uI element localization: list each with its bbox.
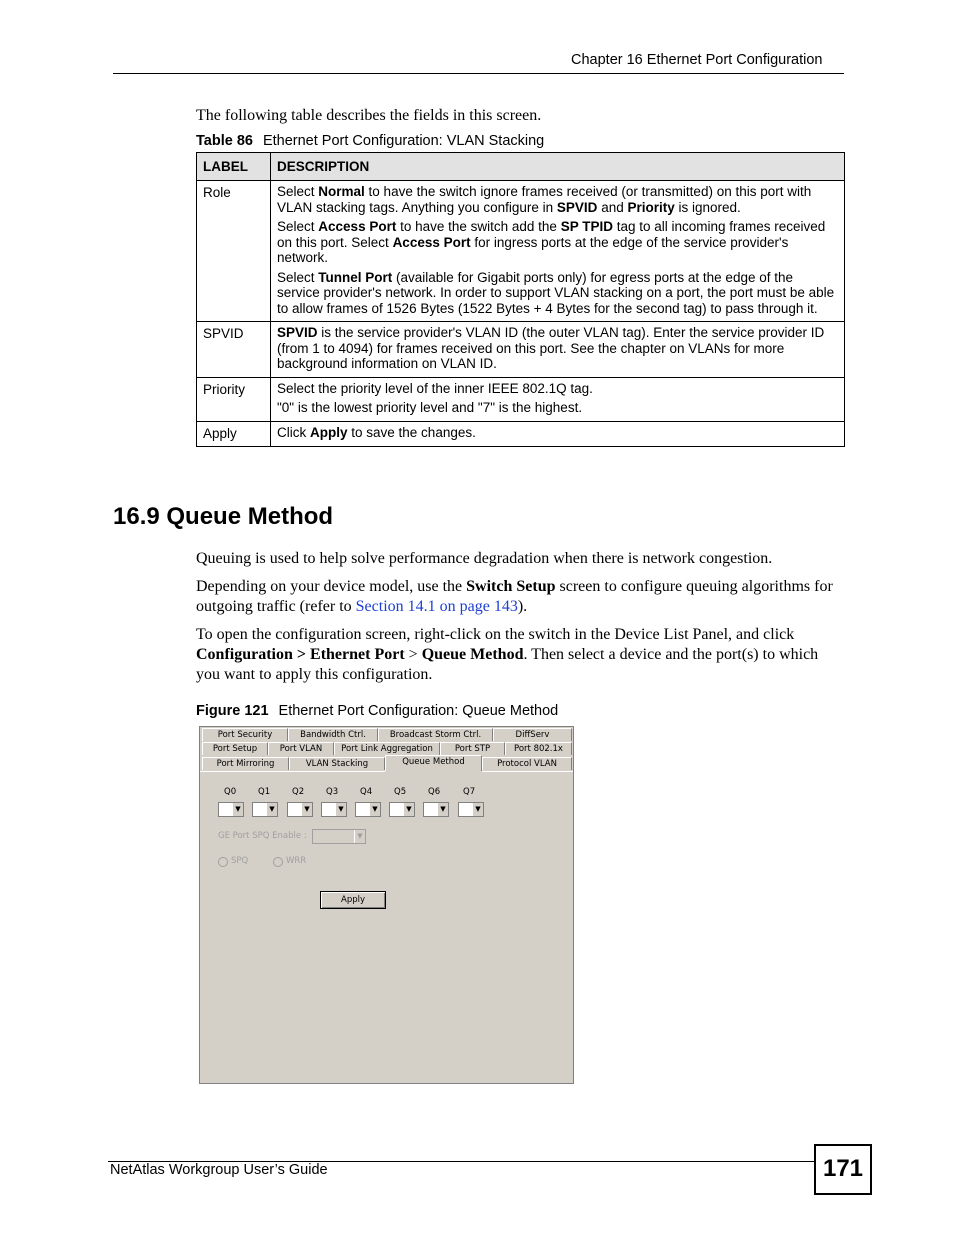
- chevron-down-icon: ▼: [437, 803, 448, 816]
- q2-select[interactable]: [287, 802, 313, 817]
- tab-protocol-vlan[interactable]: Protocol VLAN: [482, 757, 572, 770]
- figure-caption: [196, 703, 558, 719]
- intro-text: The following table describes the fields in this screen.: [196, 107, 542, 124]
- tab-port-link-aggregation[interactable]: Port Link Aggregation: [334, 742, 440, 755]
- chevron-down-icon: ▼: [369, 803, 380, 816]
- q6-label: Q6: [428, 787, 441, 797]
- chevron-down-icon: ▼: [472, 803, 483, 816]
- tab-port-mirroring[interactable]: Port Mirroring: [202, 757, 289, 770]
- page-number: 171: [814, 1144, 872, 1195]
- spq-radio[interactable]: [218, 857, 228, 867]
- chevron-down-icon: ▼: [354, 830, 365, 843]
- role-normal-desc: Select Normal to have the switch ignore frames received (or transmitted) on this port with VLAN stacking tags. Anything you configure in SPVID and Priority is ignored.: [277, 184, 812, 215]
- tab-port-vlan[interactable]: Port VLAN: [268, 742, 334, 755]
- header-rule: [113, 73, 844, 74]
- q1-label: Q1: [258, 787, 271, 797]
- table-caption: [196, 133, 544, 149]
- footer-guide-title: NetAtlas Workgroup User’s Guide: [110, 1162, 328, 1178]
- figure-title: Ethernet Port Configuration: Queue Method: [278, 703, 559, 719]
- label-column-header: LABEL: [197, 153, 271, 181]
- table-row: [197, 181, 845, 322]
- description-table: [196, 152, 845, 447]
- q0-select[interactable]: [218, 802, 244, 817]
- q3-label: Q3: [326, 787, 339, 797]
- q6-select[interactable]: [423, 802, 449, 817]
- table-row: [197, 377, 845, 421]
- row-description-role: [271, 181, 845, 322]
- row-description-spvid: SPVID is the service provider's VLAN ID (the outer VLAN tag). Enter the service provider ID (from 1 to 4094) for frames received on this port. See the chapter on VLANs for more background information on VLAN ID.: [271, 322, 845, 378]
- wrr-radio-label: WRR: [286, 856, 307, 866]
- section-paragraph-2: Depending on your device model, use the Switch Setup screen to configure queuing algorithms for outgoing traffic (refer to Section 14.1 on page 143).: [196, 578, 833, 615]
- tab-broadcast-storm-ctrl[interactable]: Broadcast Storm Ctrl.: [378, 728, 493, 741]
- tab-port-security[interactable]: Port Security: [202, 728, 288, 741]
- queue-method-screenshot: [199, 726, 574, 1084]
- tab-baseline-right: [482, 771, 573, 772]
- table-row: [197, 322, 845, 378]
- q4-label: Q4: [360, 787, 373, 797]
- row-label-spvid: SPVID: [197, 322, 271, 378]
- section-heading: 16.9 Queue Method: [113, 503, 334, 530]
- q5-select[interactable]: [389, 802, 415, 817]
- apply-button[interactable]: Apply: [320, 891, 386, 909]
- tab-port-setup[interactable]: Port Setup: [202, 742, 268, 755]
- chevron-down-icon: ▼: [403, 803, 414, 816]
- row-label-role: Role: [197, 181, 271, 322]
- ge-port-spq-label: GE Port SPQ Enable :: [218, 831, 307, 841]
- ge-port-spq-select[interactable]: [312, 829, 366, 844]
- tab-port-8021x[interactable]: Port 802.1x: [505, 742, 572, 755]
- tab-diffserv[interactable]: DiffServ: [493, 728, 572, 741]
- chevron-down-icon: ▼: [335, 803, 346, 816]
- role-tunnel-desc: Select Tunnel Port (available for Gigabit ports only) for egress ports at the edge of the service provider's network. In order to support VLAN stacking on a port, the port must be able to allow frames of 1526 Bytes (1522 Bytes + 4 Bytes for the second tag) to pass through it.: [277, 269, 835, 316]
- wrr-radio[interactable]: [273, 857, 283, 867]
- section-paragraph-3: To open the configuration screen, right-click on the switch in the Device List Panel, and click Configuration > Ethernet Port > Queue Method. Then select a device and the port(s) to which you want to apply this configuration.: [196, 626, 819, 683]
- description-column-header: DESCRIPTION: [271, 153, 845, 181]
- spq-radio-label: SPQ: [231, 856, 249, 866]
- tab-vlan-stacking[interactable]: VLAN Stacking: [289, 757, 385, 770]
- table-title: Ethernet Port Configuration: VLAN Stacking: [262, 133, 545, 149]
- table-header-row: [197, 153, 845, 181]
- tab-bandwidth-ctrl[interactable]: Bandwidth Ctrl.: [288, 728, 378, 741]
- section-paragraph-1: Queuing is used to help solve performance degradation when there is network congestion.: [196, 550, 773, 567]
- q1-select[interactable]: [252, 802, 278, 817]
- row-label-apply: Apply: [197, 421, 271, 447]
- q7-label: Q7: [463, 787, 476, 797]
- table-number: Table 86: [196, 133, 253, 149]
- row-description-priority: Select the priority level of the inner IEEE 802.1Q tag. "0" is the lowest priority level and "7" is the highest.: [271, 377, 845, 421]
- q5-label: Q5: [394, 787, 407, 797]
- figure-number: Figure 121: [196, 703, 269, 719]
- table-row: [197, 421, 845, 447]
- chevron-down-icon: ▼: [301, 803, 312, 816]
- chevron-down-icon: ▼: [266, 803, 277, 816]
- q4-select[interactable]: [355, 802, 381, 817]
- q3-select[interactable]: [321, 802, 347, 817]
- q7-select[interactable]: [458, 802, 484, 817]
- role-access-desc: Select Access Port to have the switch add the SP TPID tag to all incoming frames received on this port. Select Access Port for ingress ports at the edge of the service provider's network.: [277, 219, 826, 265]
- tab-baseline-left: [200, 771, 385, 772]
- section-link[interactable]: Section 14.1 on page 143: [355, 598, 518, 615]
- row-label-priority: Priority: [197, 377, 271, 421]
- tab-port-stp[interactable]: Port STP: [440, 742, 505, 755]
- q0-label: Q0: [224, 787, 237, 797]
- tab-queue-method[interactable]: Queue Method: [385, 755, 482, 771]
- row-description-apply: Click Apply to save the changes.: [271, 421, 845, 447]
- running-header: Chapter 16 Ethernet Port Configuration: [571, 52, 823, 68]
- chevron-down-icon: ▼: [232, 803, 243, 816]
- q2-label: Q2: [292, 787, 305, 797]
